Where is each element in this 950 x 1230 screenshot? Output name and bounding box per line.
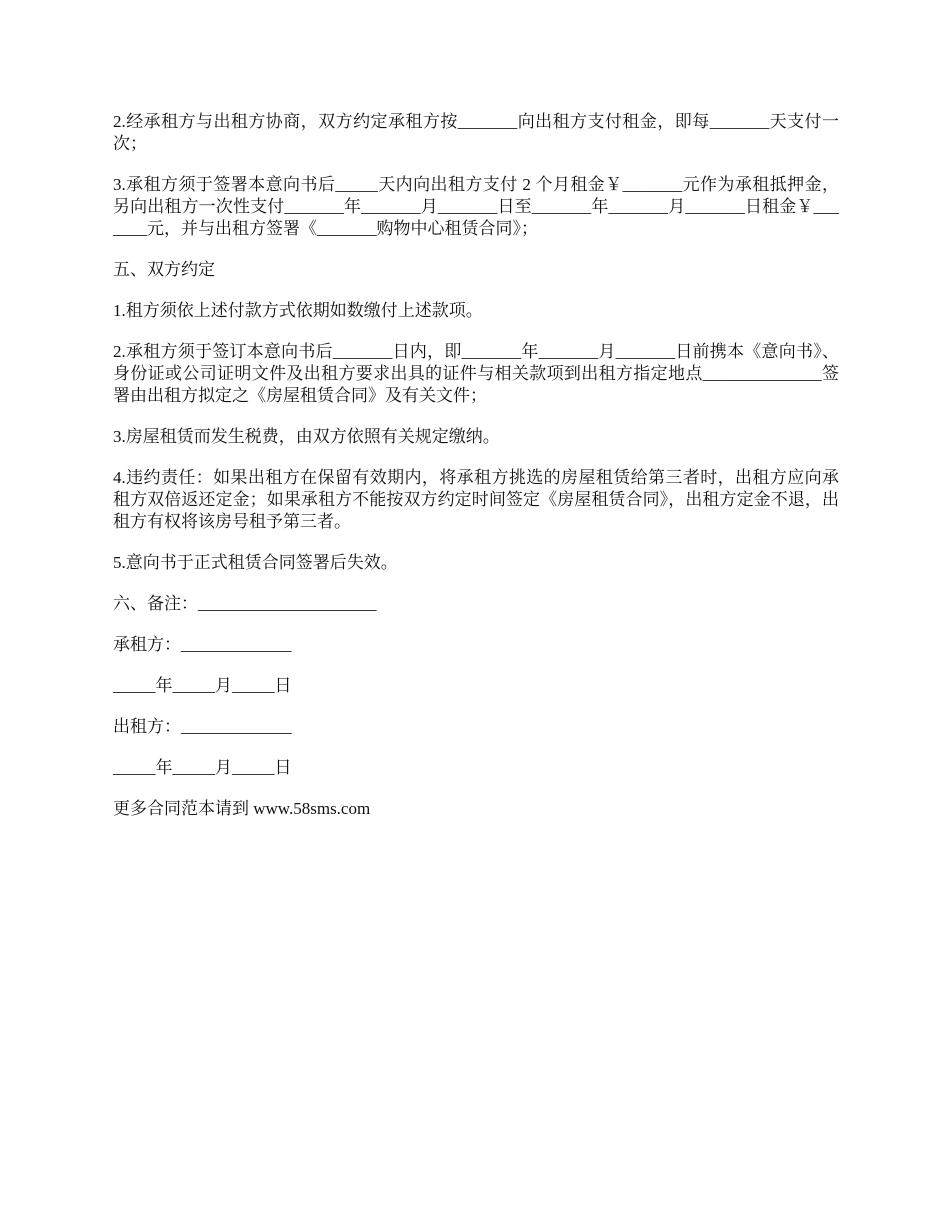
landlord-signature-line: 出租方：_____________: [113, 717, 292, 736]
tenant-signature-line: 承租方：_____________: [113, 635, 292, 654]
section-five-item-3: 3.房屋租赁而发生税费，由双方依照有关规定缴纳。: [113, 427, 500, 446]
section-five-title: 五、双方约定: [113, 260, 215, 279]
section-five-item-2: 2.承租方须于签订本意向书后_______日内，即_______年_______月_______日前携本《意向书》、身份证或公司证明文件及出租方要求出具的证件与相关款项到出租方指定地点______________签署由出租方拟定之《房屋租赁合同》及有关文件；: [113, 342, 839, 405]
landlord-date-line: _____年_____月_____日: [113, 758, 292, 777]
remarks-line: 六、备注：_____________________: [113, 594, 377, 613]
section-five-item-4: 4.违约责任：如果出租方在保留有效期内，将承租方挑选的房屋租赁给第三者时，出租方应向承租方双倍返还定金；如果承租方不能按双方约定时间签定《房屋租赁合同》，出租方定金不退，出租方有权将该房号租予第三者。: [113, 468, 839, 531]
section-five-item-1: 1.租方须依上述付款方式依期如数缴付上述款项。: [113, 301, 483, 320]
payment-terms-paragraph: 2.经承租方与出租方协商，双方约定承租方按_______向出租方支付租金，即每_______天支付一次；: [113, 112, 839, 153]
section-five-item-5: 5.意向书于正式租赁合同签署后失效。: [113, 553, 398, 572]
tenant-date-line: _____年_____月_____日: [113, 676, 292, 695]
document-page: [113, 111, 839, 839]
footer-link-text: 更多合同范本请到 www.58sms.com: [113, 799, 371, 818]
deposit-terms-paragraph: 3.承租方须于签署本意向书后_____天内向出租方支付 2 个月租金￥_______元作为承租抵押金，另向出租方一次性支付_______年_______月_______日至_______年_______月_______日租金￥_______元，并与出租方签署《_______购物中心租赁合同》；: [113, 175, 839, 238]
